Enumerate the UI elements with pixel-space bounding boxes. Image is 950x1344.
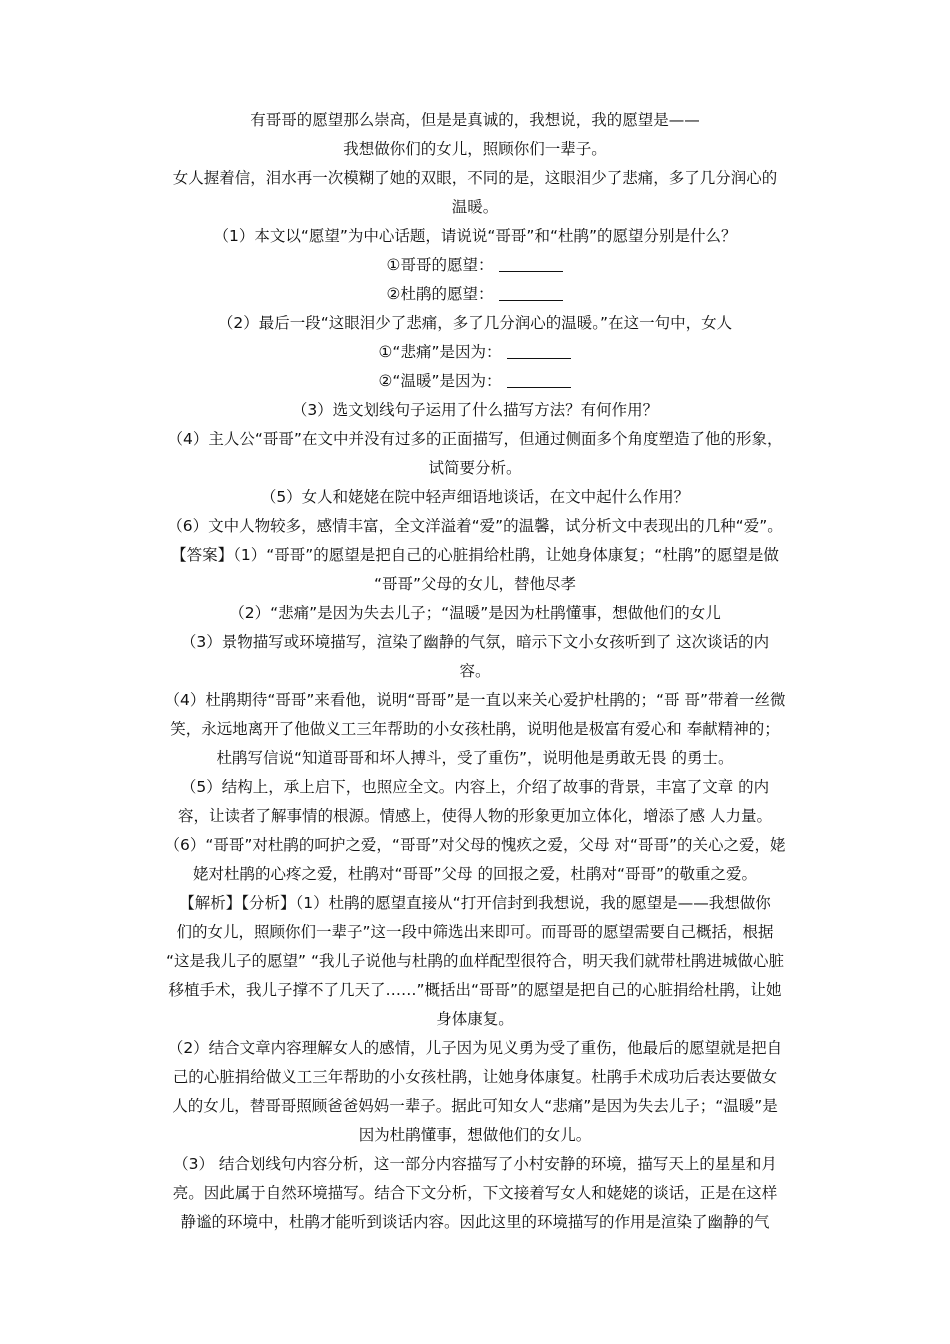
question-1b	[140, 280, 810, 309]
question-2: （2）最后一段“这眼泪少了悲痛，多了几分润心的温暖。”在这一句中，女人	[217, 314, 733, 332]
analysis-1: “这是我儿子的愿望” “我儿子说他与杜鹃的血样配型很符合，明天我们就带杜鹃进城做心脏	[165, 952, 785, 970]
question-5: （5）女人和姥姥在院中轻声细语地谈话，在文中起什么作用？	[260, 488, 690, 506]
answer-2: （2）“悲痛”是因为失去儿子；“温暖”是因为杜鹃懂事，想做他们的女儿	[229, 604, 721, 622]
question-1a	[140, 251, 810, 280]
story-line: 我想做你们的女儿，照顾你们一辈子。	[343, 140, 607, 158]
analysis-1: 们的女儿，照顾你们一辈子”这一段中筛选出来即可。而哥哥的愿望需要自己概括，根据	[176, 923, 774, 941]
analysis-1: 移植手术，我儿子撑不了几天了……”概括出“哥哥”的愿望是把自己的心脏捐给杜鹃，让她	[168, 981, 782, 999]
analysis-2: （2）结合文章内容理解女人的感情，儿子因为见义勇为受了重伤，他最后的愿望就是把自	[167, 1039, 783, 1057]
answer-1: “哥哥”父母的女儿，替他尽孝	[373, 575, 577, 593]
analysis-1: 【解析】【分析】（1）杜鹃的愿望直接从“打开信封到我想说，我的愿望是——我想做你	[179, 894, 771, 912]
analysis-3: （3） 结合划线句内容分析，这一部分内容描写了小村安静的环境，描写天上的星星和月	[173, 1155, 777, 1173]
answer-blank[interactable]	[507, 370, 571, 388]
question-3: （3）选文划线句子运用了什么描写方法？有何作用？	[291, 401, 659, 419]
answer-5: 容，让读者了解事情的根源。情感上，使得人物的形象更加立体化，增添了感 人力量。	[178, 807, 772, 825]
question-1: （1）本文以“愿望”为中心话题，请说说“哥哥”和“杜鹃”的愿望分别是什么？	[213, 227, 737, 245]
story-line: 温暖。	[451, 198, 499, 216]
answer-5: （5）结构上，承上启下，也照应全文。内容上，介绍了故事的背景，丰富了文章 的内	[180, 778, 770, 796]
answer-4: 杜鹃写信说“知道哥哥和坏人搏斗，受了重伤”，说明他是勇敢无畏 的勇士。	[216, 749, 734, 767]
answer-6: （6）“哥哥”对杜鹃的呵护之爱，“哥哥”对父母的愧疚之爱，父母 对“哥哥”的关心之爱，姥	[164, 836, 786, 854]
question-4: （4）主人公“哥哥”在文中并没有过多的正面描写，但通过侧面多个角度塑造了他的形象，	[167, 430, 783, 448]
question-6: （6）文中人物较多，感情丰富，全文洋溢着“爱”的温馨，试分析文中表现出的几种“爱”。	[167, 517, 783, 535]
answer-4: 笑，永远地离开了他做义工三年帮助的小女孩杜鹃，说明他是极富有爱心和 奉献精神的；	[170, 720, 780, 738]
question-2a-label: ①“悲痛”是因为：	[378, 343, 502, 361]
document-page	[140, 106, 810, 1237]
story-line: 有哥哥的愿望那么崇高，但是是真诚的，我想说，我的愿望是——	[250, 111, 700, 129]
question-1a-label: ①哥哥的愿望：	[386, 256, 494, 274]
analysis-2: 己的心脏捐给做义工三年帮助的小女孩杜鹃，让她身体康复。杜鹃手术成功后表达要做女	[172, 1068, 778, 1086]
question-1b-label: ②杜鹃的愿望：	[386, 285, 494, 303]
analysis-1: 身体康复。	[436, 1010, 514, 1028]
analysis-3: 静谧的环境中，杜鹃才能听到谈话内容。因此这里的环境描写的作用是渲染了幽静的气	[180, 1213, 770, 1231]
analysis-3: 亮。因此属于自然环境描写。结合下文分析，下文接着写女人和姥姥的谈话，正是在这样	[172, 1184, 778, 1202]
question-2b-label: ②“温暖”是因为：	[378, 372, 502, 390]
answer-blank[interactable]	[499, 254, 563, 272]
answer-4: （4）杜鹃期待“哥哥”来看他，说明“哥哥”是一直以来关心爱护杜鹃的；“哥 哥”带着一丝微	[164, 691, 786, 709]
answer-3: 容。	[459, 662, 491, 680]
analysis-2: 因为杜鹃懂事，想做他们的女儿。	[358, 1126, 592, 1144]
story-line: 女人握着信，泪水再一次模糊了她的双眼，不同的是，这眼泪少了悲痛，多了几分润心的	[172, 169, 778, 187]
question-4: 试简要分析。	[428, 459, 522, 477]
answer-blank[interactable]	[507, 341, 571, 359]
answer-1: 【答案】（1）“哥哥”的愿望是把自己的心脏捐给杜鹃，让她身体康复；“杜鹃”的愿望是做	[171, 546, 779, 564]
question-2a	[140, 338, 810, 367]
question-2b	[140, 367, 810, 396]
analysis-2: 人的女儿，替哥哥照顾爸爸妈妈一辈子。据此可知女人“悲痛”是因为失去儿子；“温暖”是	[172, 1097, 778, 1115]
answer-6: 姥对杜鹃的心疼之爱，杜鹃对“哥哥”父母 的回报之爱，杜鹃对“哥哥”的敬重之爱。	[192, 865, 758, 883]
answer-blank[interactable]	[499, 283, 563, 301]
answer-3: （3）景物描写或环境描写，渲染了幽静的气氛，暗示下文小女孩听到了 这次谈话的内	[180, 633, 770, 651]
